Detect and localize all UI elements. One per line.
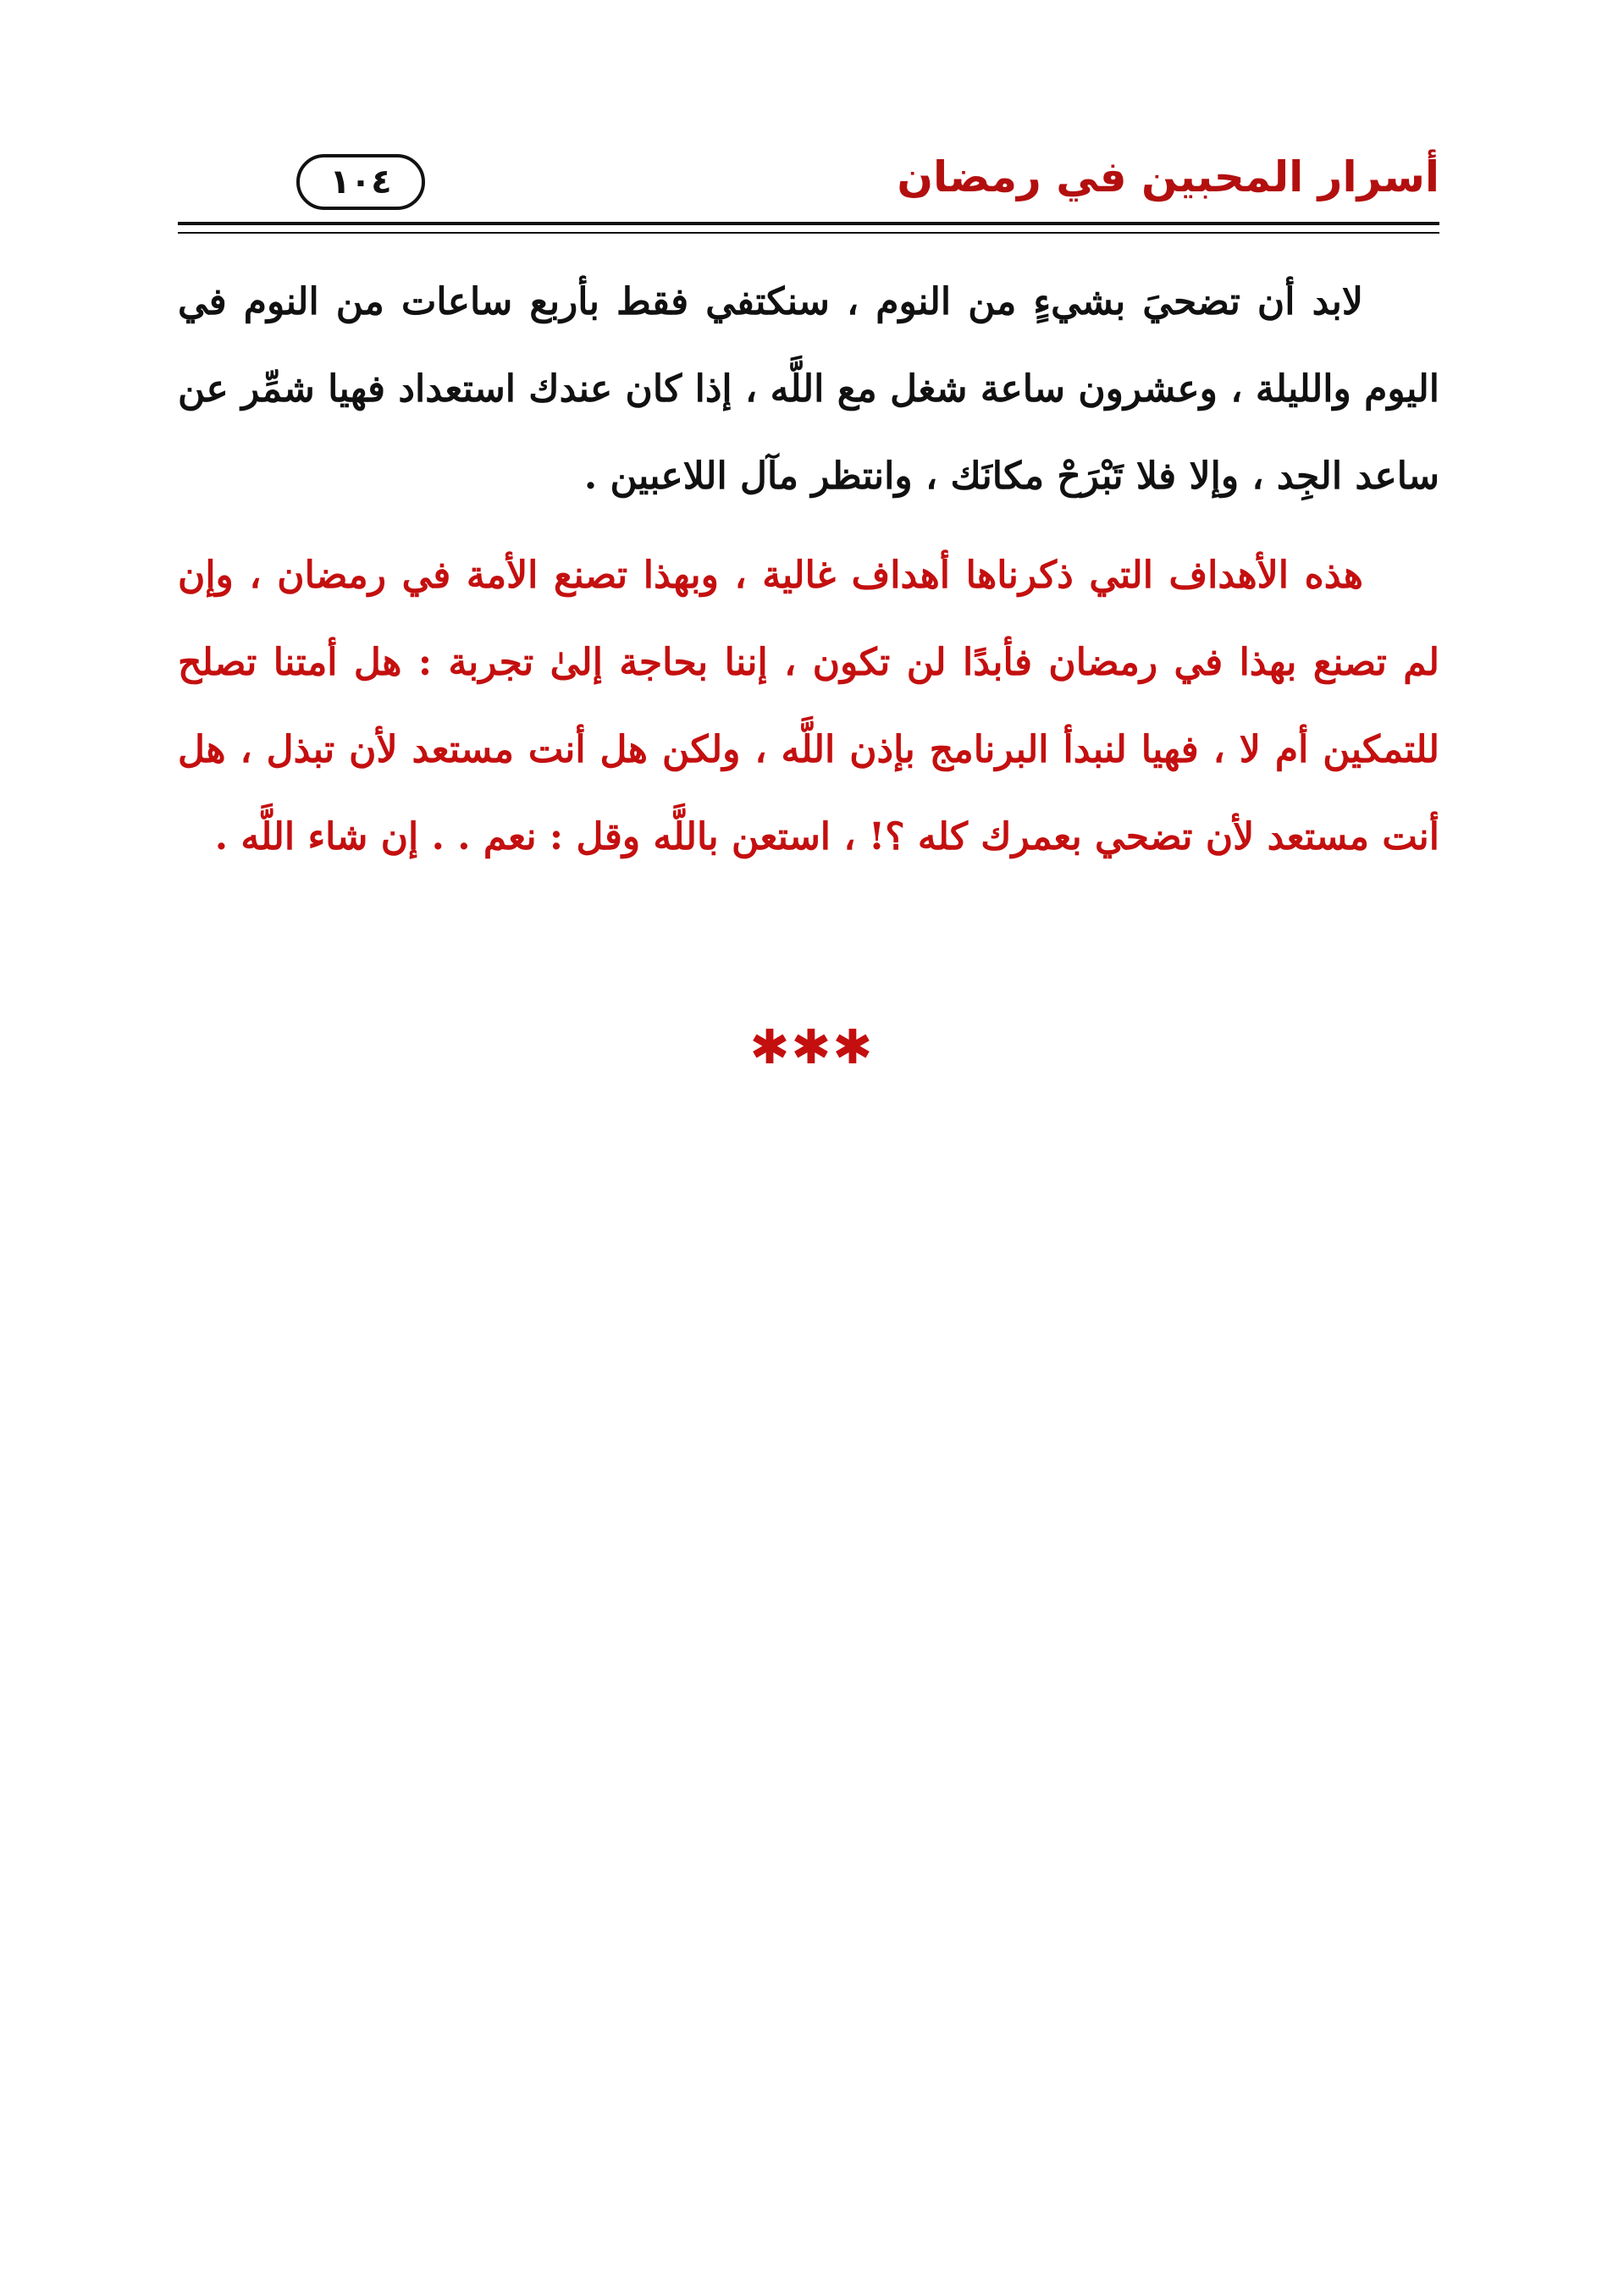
header-rule-thin xyxy=(178,232,1439,234)
paragraph-red: هذه الأهداف التي ذكرناها أهداف غالية ، وبهذا تصنع الأمة في رمضان ، وإن لم تصنع بهذا في رمضان فأبدًا لن تكون ، إننا بحاجة إلىٰ تجربة : هل أمتنا تصلح للتمكين أم لا ، فهيا لنبدأ البرنامج بإذن اللَّه ، ولكن هل أنت مستعد لأن تبذل ، هل أنت مستعد لأن تضحي بعمرك كله ؟! ، استعن باللَّه وقل : نعم . . إن شاء اللَّه . xyxy=(178,554,1439,858)
header-rule-thick xyxy=(178,222,1439,225)
page-number: ١٠٤ xyxy=(329,163,392,201)
page-number-badge xyxy=(296,154,425,210)
paragraph-black: لابد أن تضحيَ بشيءٍ من النوم ، سنكتفي فقط بأربع ساعات من النوم في اليوم والليلة ، وعشرون ساعة شغل مع اللَّه ، إذا كان عندك استعداد فهيا شمِّر عن ساعد الجِد ، وإلا فلا تَبْرَحْ مكانَك ، وانتظر مآل اللاعبين . xyxy=(178,280,1439,498)
page-header xyxy=(178,144,1439,220)
section-end-ornament: ✱✱✱ xyxy=(749,1020,875,1075)
page-body xyxy=(178,258,1439,880)
running-title: أسرار المحبين في رمضان xyxy=(897,152,1439,201)
